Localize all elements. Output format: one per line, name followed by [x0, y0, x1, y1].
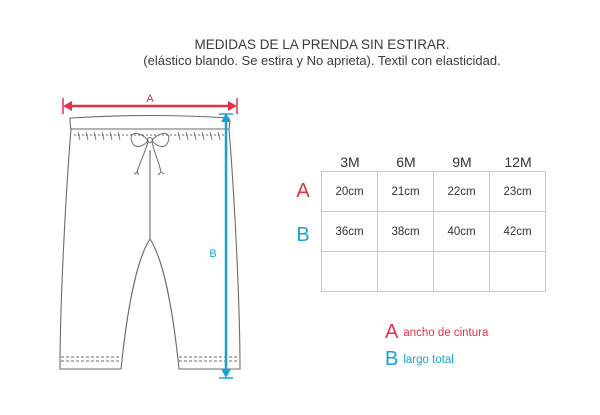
size-header-12m: 12M [504, 154, 532, 170]
width-dimension-label: A [146, 93, 154, 105]
size-header-6m: 6M [396, 154, 416, 170]
size-table [321, 171, 546, 292]
size-header-3m: 3M [340, 154, 360, 170]
table-row [322, 212, 546, 252]
size-header-9m: 9M [452, 154, 472, 170]
table-cell [378, 252, 434, 292]
table-cell [322, 252, 378, 292]
diagram-title: MEDIDAS DE LA PRENDA SIN ESTIRAR. [194, 37, 450, 52]
legend-item-b [385, 348, 454, 371]
table-cell: 38cm [378, 212, 434, 252]
table-cell [490, 252, 546, 292]
row-label-b: B [296, 224, 310, 246]
table-cell: 40cm [434, 212, 490, 252]
table-cell: 22cm [434, 172, 490, 212]
legend-item-a [385, 321, 488, 344]
row-label-a: A [296, 180, 310, 202]
legend-key-a: A [385, 321, 399, 343]
table-cell: 23cm [490, 172, 546, 212]
legend-text-b: largo total [403, 354, 454, 366]
diagram-subtitle: (elástico blando. Se estira y No aprieta). Textil con elasticidad. [143, 53, 501, 68]
table-row [322, 252, 546, 292]
legend-key-b: B [385, 348, 399, 370]
pants-outline [60, 116, 240, 370]
table-cell: 42cm [490, 212, 546, 252]
length-dimension-label: B [209, 248, 217, 260]
table-cell: 36cm [322, 212, 378, 252]
table-cell: 21cm [378, 172, 434, 212]
legend-text-a: ancho de cintura [403, 327, 489, 339]
table-cell [434, 252, 490, 292]
table-row [322, 172, 546, 212]
table-cell: 20cm [322, 172, 378, 212]
